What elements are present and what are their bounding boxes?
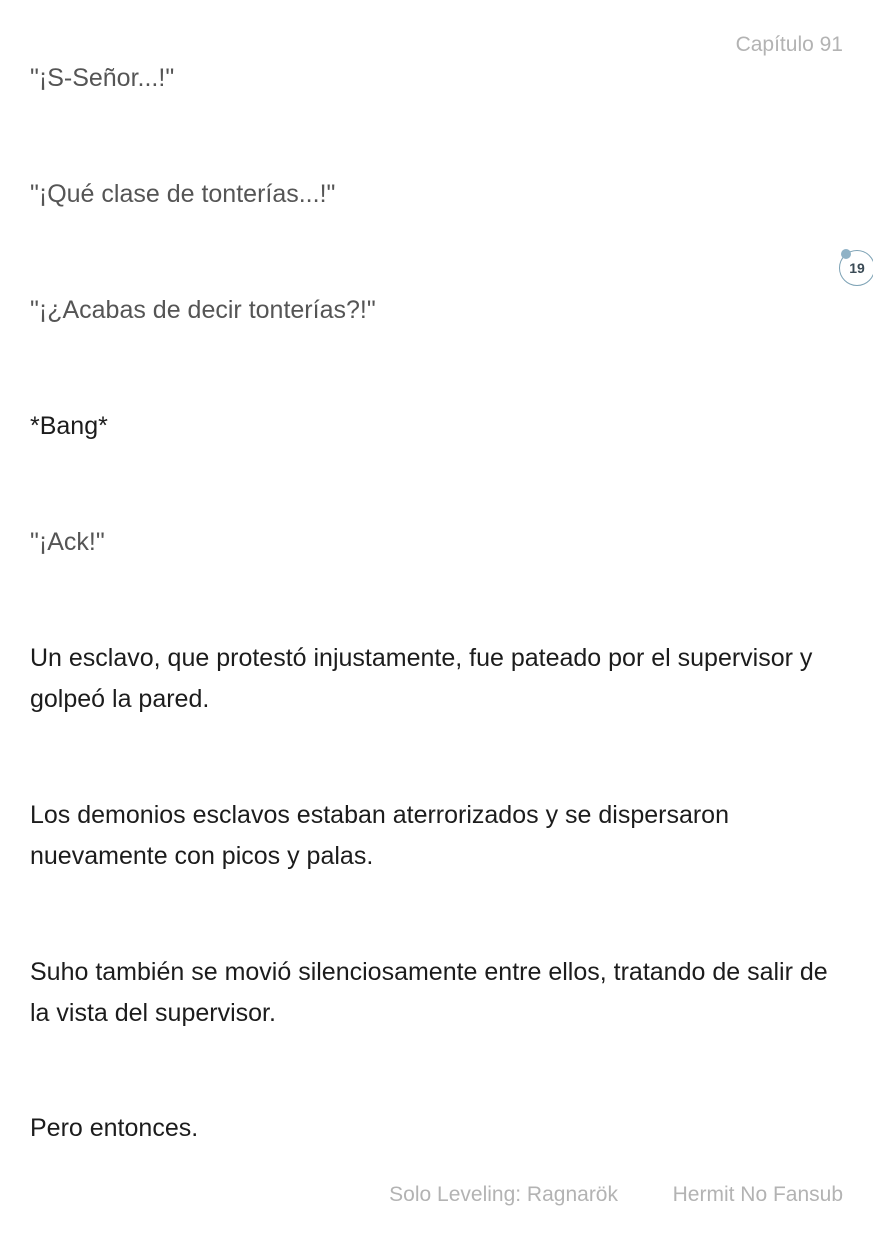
paragraph: "¡¿Acabas de decir tonterías?!"	[30, 296, 376, 324]
paragraph: "¡Qué clase de tonterías...!"	[30, 180, 336, 208]
novel-title: Solo Leveling: Ragnarök	[389, 1183, 618, 1206]
paragraph: Un esclavo, que protestó injustamente, fue pateado por el supervisor y golpeó la pared.	[30, 644, 813, 713]
progress-dot-icon	[841, 249, 851, 259]
paragraph: *Bang*	[30, 412, 108, 440]
paragraph: Pero entonces.	[30, 1114, 199, 1142]
paragraph: Suho también se movió silenciosamente entre ellos, tratando de salir de la vista del supervisor.	[30, 958, 828, 1027]
page-number: 19	[849, 260, 865, 276]
paragraph: "¡S-Señor...!"	[30, 64, 175, 92]
paragraph: "¡Ack!"	[30, 528, 105, 556]
translator-credit: Hermit No Fansub	[672, 1183, 843, 1206]
paragraph: Los demonios esclavos estaban aterrorizados y se dispersaron nuevamente con picos y palas.	[30, 801, 729, 870]
chapter-title: Capítulo 91	[735, 33, 843, 56]
